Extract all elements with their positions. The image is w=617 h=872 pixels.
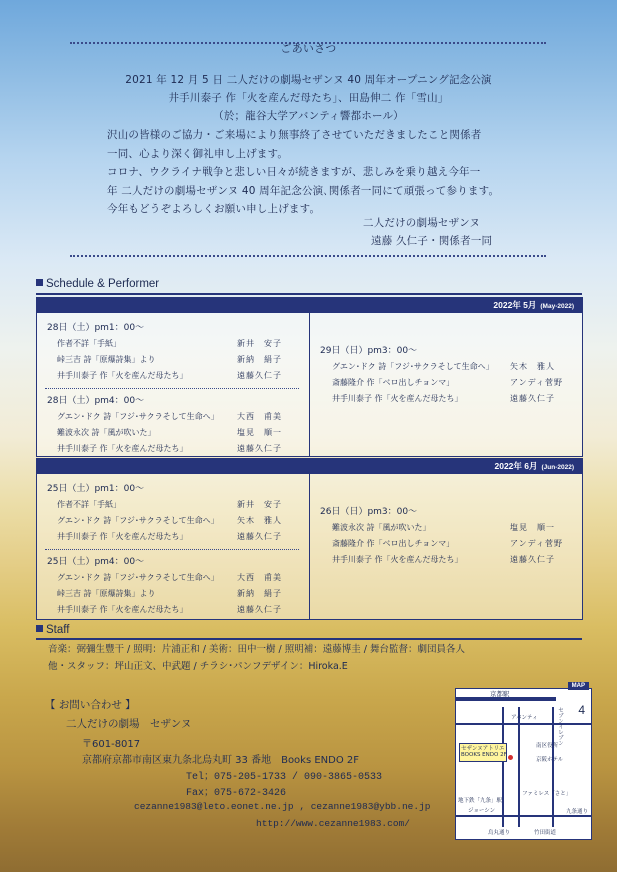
- works-line: 井手川泰子 作「火を産んだ母たち」、田島伸二 作「雪山」: [168, 92, 449, 104]
- contact-emails-link[interactable]: cezanne1983@leto.eonet.ne.jp , cezanne1983@ybb.ne.jp: [134, 801, 431, 812]
- schedule-heading: [36, 278, 159, 290]
- takeda-label: 竹田街道: [534, 830, 557, 836]
- road-east: [518, 707, 520, 827]
- performer-name: アンディ菅野: [510, 378, 564, 387]
- performer-name: 矢木 雅人: [510, 362, 555, 371]
- hotel-label: 京阪ホテル: [536, 757, 564, 763]
- station-label: 京都駅: [490, 690, 510, 698]
- road-upper: [456, 723, 591, 725]
- work-title: 作者不詳「手紙」: [57, 500, 121, 509]
- work-title: 作者不詳「手紙」: [57, 339, 121, 348]
- session-block: [310, 504, 582, 568]
- para2-line1: コロナ、ウクライナ戦争と悲しい日々が続きますが、悲しみを乗り越え今年一: [107, 166, 481, 178]
- work-title: グエン･ドク 詩「フジ･サクラそして生命へ」: [57, 412, 219, 421]
- performer-name: 遠藤久仁子: [237, 371, 282, 380]
- session-block: [310, 343, 582, 407]
- work-title: 難波永次 詩「風が吹いた」: [332, 523, 431, 532]
- bullet-square-icon: [36, 279, 43, 286]
- performance-row: [37, 513, 307, 529]
- right-column: [309, 313, 582, 456]
- performance-row: [310, 520, 582, 536]
- para1-line2: 一同、心より深く御礼申し上げます。: [107, 147, 289, 160]
- performance-row: [310, 391, 582, 407]
- seven-label: セブンイレブン: [557, 707, 563, 746]
- performer-name: 塩見 順一: [237, 428, 282, 437]
- contact-fax: Fax；075-672-3426: [186, 788, 287, 799]
- session-separator: [45, 549, 299, 550]
- subway-label: 地下鉄「九条」駅: [458, 798, 503, 804]
- para3: 今年もどうぞよろしくお願い申し上げます。: [107, 203, 321, 215]
- performer-name: 大西 甫美: [237, 412, 282, 421]
- takeda-road: [552, 707, 554, 827]
- schedule-month: [36, 458, 583, 620]
- staff-heading: [36, 624, 69, 636]
- para1-line1: 沢山の皆様のご協力・ご来場により無事終了させていただきましたこと関係者: [107, 129, 482, 141]
- performance-row: [37, 409, 307, 425]
- month-label: 2022年 6月: [494, 461, 538, 471]
- performance-row: [310, 359, 582, 375]
- kujo-label: 九条通り: [566, 809, 589, 815]
- venue-line: （於；龍谷大学アバンティ響都ホール）: [213, 110, 404, 122]
- session-block: [37, 320, 307, 384]
- performance-row: [37, 529, 307, 545]
- work-title: グエン･ドク 詩「フジ･サクラそして生命へ」: [332, 362, 494, 371]
- performance-row: [37, 570, 307, 586]
- ward-office-label: 南区役所: [536, 743, 559, 749]
- session-block: [37, 393, 307, 457]
- website-link[interactable]: http://www.cezanne1983.com/: [256, 818, 410, 829]
- contact-tel: Tel；075-205-1733 / 090-3865-0533: [186, 772, 383, 783]
- map-number: 4: [578, 703, 585, 717]
- schedule-rule: [36, 293, 582, 295]
- work-title: 井手川泰子 作「火を産んだ母たち」: [57, 371, 188, 380]
- work-title: グエン･ドク 詩「フジ･サクラそして生命へ」: [57, 516, 219, 525]
- session-block: [37, 554, 307, 618]
- performance-row: [310, 552, 582, 568]
- performer-name: 新井 安子: [237, 500, 282, 509]
- performance-row: [310, 536, 582, 552]
- performer-name: 新納 絹子: [237, 355, 282, 364]
- performer-name: 塩見 順一: [510, 523, 555, 532]
- work-title: 井手川泰子 作「火を産んだ母たち」: [57, 605, 188, 614]
- access-map: [455, 683, 592, 840]
- performer-name: 遠藤久仁子: [237, 444, 282, 453]
- kujo-road: [456, 815, 591, 817]
- performance-row: [37, 368, 307, 384]
- month-label-en: (May-2022): [540, 303, 574, 310]
- performer-name: 遠藤久仁子: [510, 394, 555, 403]
- right-column: [309, 474, 582, 619]
- month-label: 2022年 5月: [493, 300, 537, 310]
- famires-label: ファミレス「さと」: [522, 791, 572, 797]
- session-block: [37, 481, 307, 545]
- atelier-sub-label: BOOKS ENDO 2F: [461, 752, 507, 758]
- joshin-label: ジョーシン: [468, 808, 496, 814]
- performer-name: 新井 安子: [237, 339, 282, 348]
- performer-name: 遠藤久仁子: [510, 555, 555, 564]
- work-title: 井手川泰子 作「火を産んだ母たち」: [332, 394, 463, 403]
- para2-line2: 年 二人だけの劇場セザンヌ 40 周年記念公演､関係者一同にて頑張って参ります。: [107, 184, 500, 197]
- staff-line: 音楽：弼彌生豐干 / 照明：片浦正和 / 美術：田中一樹 / 照明補：遠藤博圭 / 舞台監督：劇団員各人: [48, 644, 465, 655]
- performer-name: 新納 絹子: [237, 589, 282, 598]
- right-column-inner: [310, 474, 582, 568]
- performer-name: 矢木 雅人: [237, 516, 282, 525]
- map-title-tab: MAP: [568, 682, 589, 690]
- work-title: 峠三吉 詩「原爆詩集」より: [57, 355, 156, 364]
- work-title: 峠三吉 詩「原爆詩集」より: [57, 589, 156, 598]
- atelier-label: セザンヌアトリエ: [461, 746, 505, 752]
- session-time: 29日（日）pm3：00～: [320, 346, 418, 356]
- contact-postal: 〒601-8017: [82, 739, 141, 750]
- performance-row: [37, 497, 307, 513]
- work-title: 井手川泰子 作「火を産んだ母たち」: [332, 555, 463, 564]
- left-column: [37, 481, 307, 618]
- work-title: 難波永次 詩「風が吹いた」: [57, 428, 156, 437]
- event-line: 2021 年 12 月 5 日 二人だけの劇場セザンヌ 40 周年オープニング記念公演: [125, 74, 492, 86]
- staff-rule: [36, 638, 582, 640]
- schedule-heading-text: Schedule & Performer: [46, 278, 160, 290]
- work-title: 井手川泰子 作「火を産んだ母たち」: [57, 532, 188, 541]
- performance-row: [37, 441, 307, 457]
- performer-name: 遠藤久仁子: [237, 532, 282, 541]
- performer-name: アンディ菅野: [510, 539, 564, 548]
- work-title: 井手川泰子 作「火を産んだ母たち」: [57, 444, 188, 453]
- greeting-paragraph: [107, 126, 527, 219]
- month-label-en: (Jun-2022): [541, 464, 574, 471]
- performer-name: 大西 甫美: [237, 573, 282, 582]
- greeting-heading: ごあいさつ: [280, 42, 337, 55]
- performance-row: [37, 602, 307, 618]
- session-separator: [45, 388, 299, 389]
- staff-heading-text: Staff: [46, 624, 70, 636]
- session-time: 28日（土）pm1：00～: [47, 323, 145, 333]
- karasuma-road: [502, 707, 504, 827]
- month-header: [37, 298, 582, 313]
- atelier-marker-icon: [508, 755, 513, 760]
- session-time: 25日（土）pm1：00～: [47, 484, 145, 494]
- schedule-month: [36, 297, 583, 457]
- performer-name: 遠藤久仁子: [237, 605, 282, 614]
- month-header: [37, 459, 582, 474]
- session-time: 25日（土）pm4：00～: [47, 557, 145, 567]
- bullet-square-icon: [36, 625, 43, 632]
- performance-row: [37, 336, 307, 352]
- signature-people: 遠藤 久仁子・関係者一同: [371, 235, 493, 247]
- avanti-label: アバンティ: [511, 715, 538, 721]
- contact-org: 二人だけの劇場 セザンヌ: [66, 718, 192, 730]
- signature-org: 二人だけの劇場セザンヌ: [363, 217, 481, 229]
- right-column-inner: [310, 313, 582, 407]
- staff-line: 他・スタッフ：坪山正文、中武題 / チラシ･パンフデザイン：Hiroka.E: [48, 661, 348, 672]
- contact-heading: 【 お問い合わせ 】: [45, 699, 136, 711]
- work-title: グエン･ドク 詩「フジ･サクラそして生命へ」: [57, 573, 219, 582]
- contact-address: 京都府京都市南区東九条北烏丸町 33 番地 Books ENDO 2F: [82, 755, 360, 766]
- performance-row: [37, 425, 307, 441]
- work-title: 斎藤隆介 作「ベロ出しチョンマ」: [332, 378, 455, 387]
- work-title: 斎藤隆介 作「ベロ出しチョンマ」: [332, 539, 455, 548]
- session-time: 28日（土）pm4：00～: [47, 396, 145, 406]
- performance-row: [37, 586, 307, 602]
- bottom-divider: [70, 255, 546, 257]
- karasuma-label: 烏丸通り: [488, 830, 511, 836]
- performance-row: [37, 352, 307, 368]
- left-column: [37, 320, 307, 457]
- session-time: 26日（日）pm3：00～: [320, 507, 418, 517]
- performance-row: [310, 375, 582, 391]
